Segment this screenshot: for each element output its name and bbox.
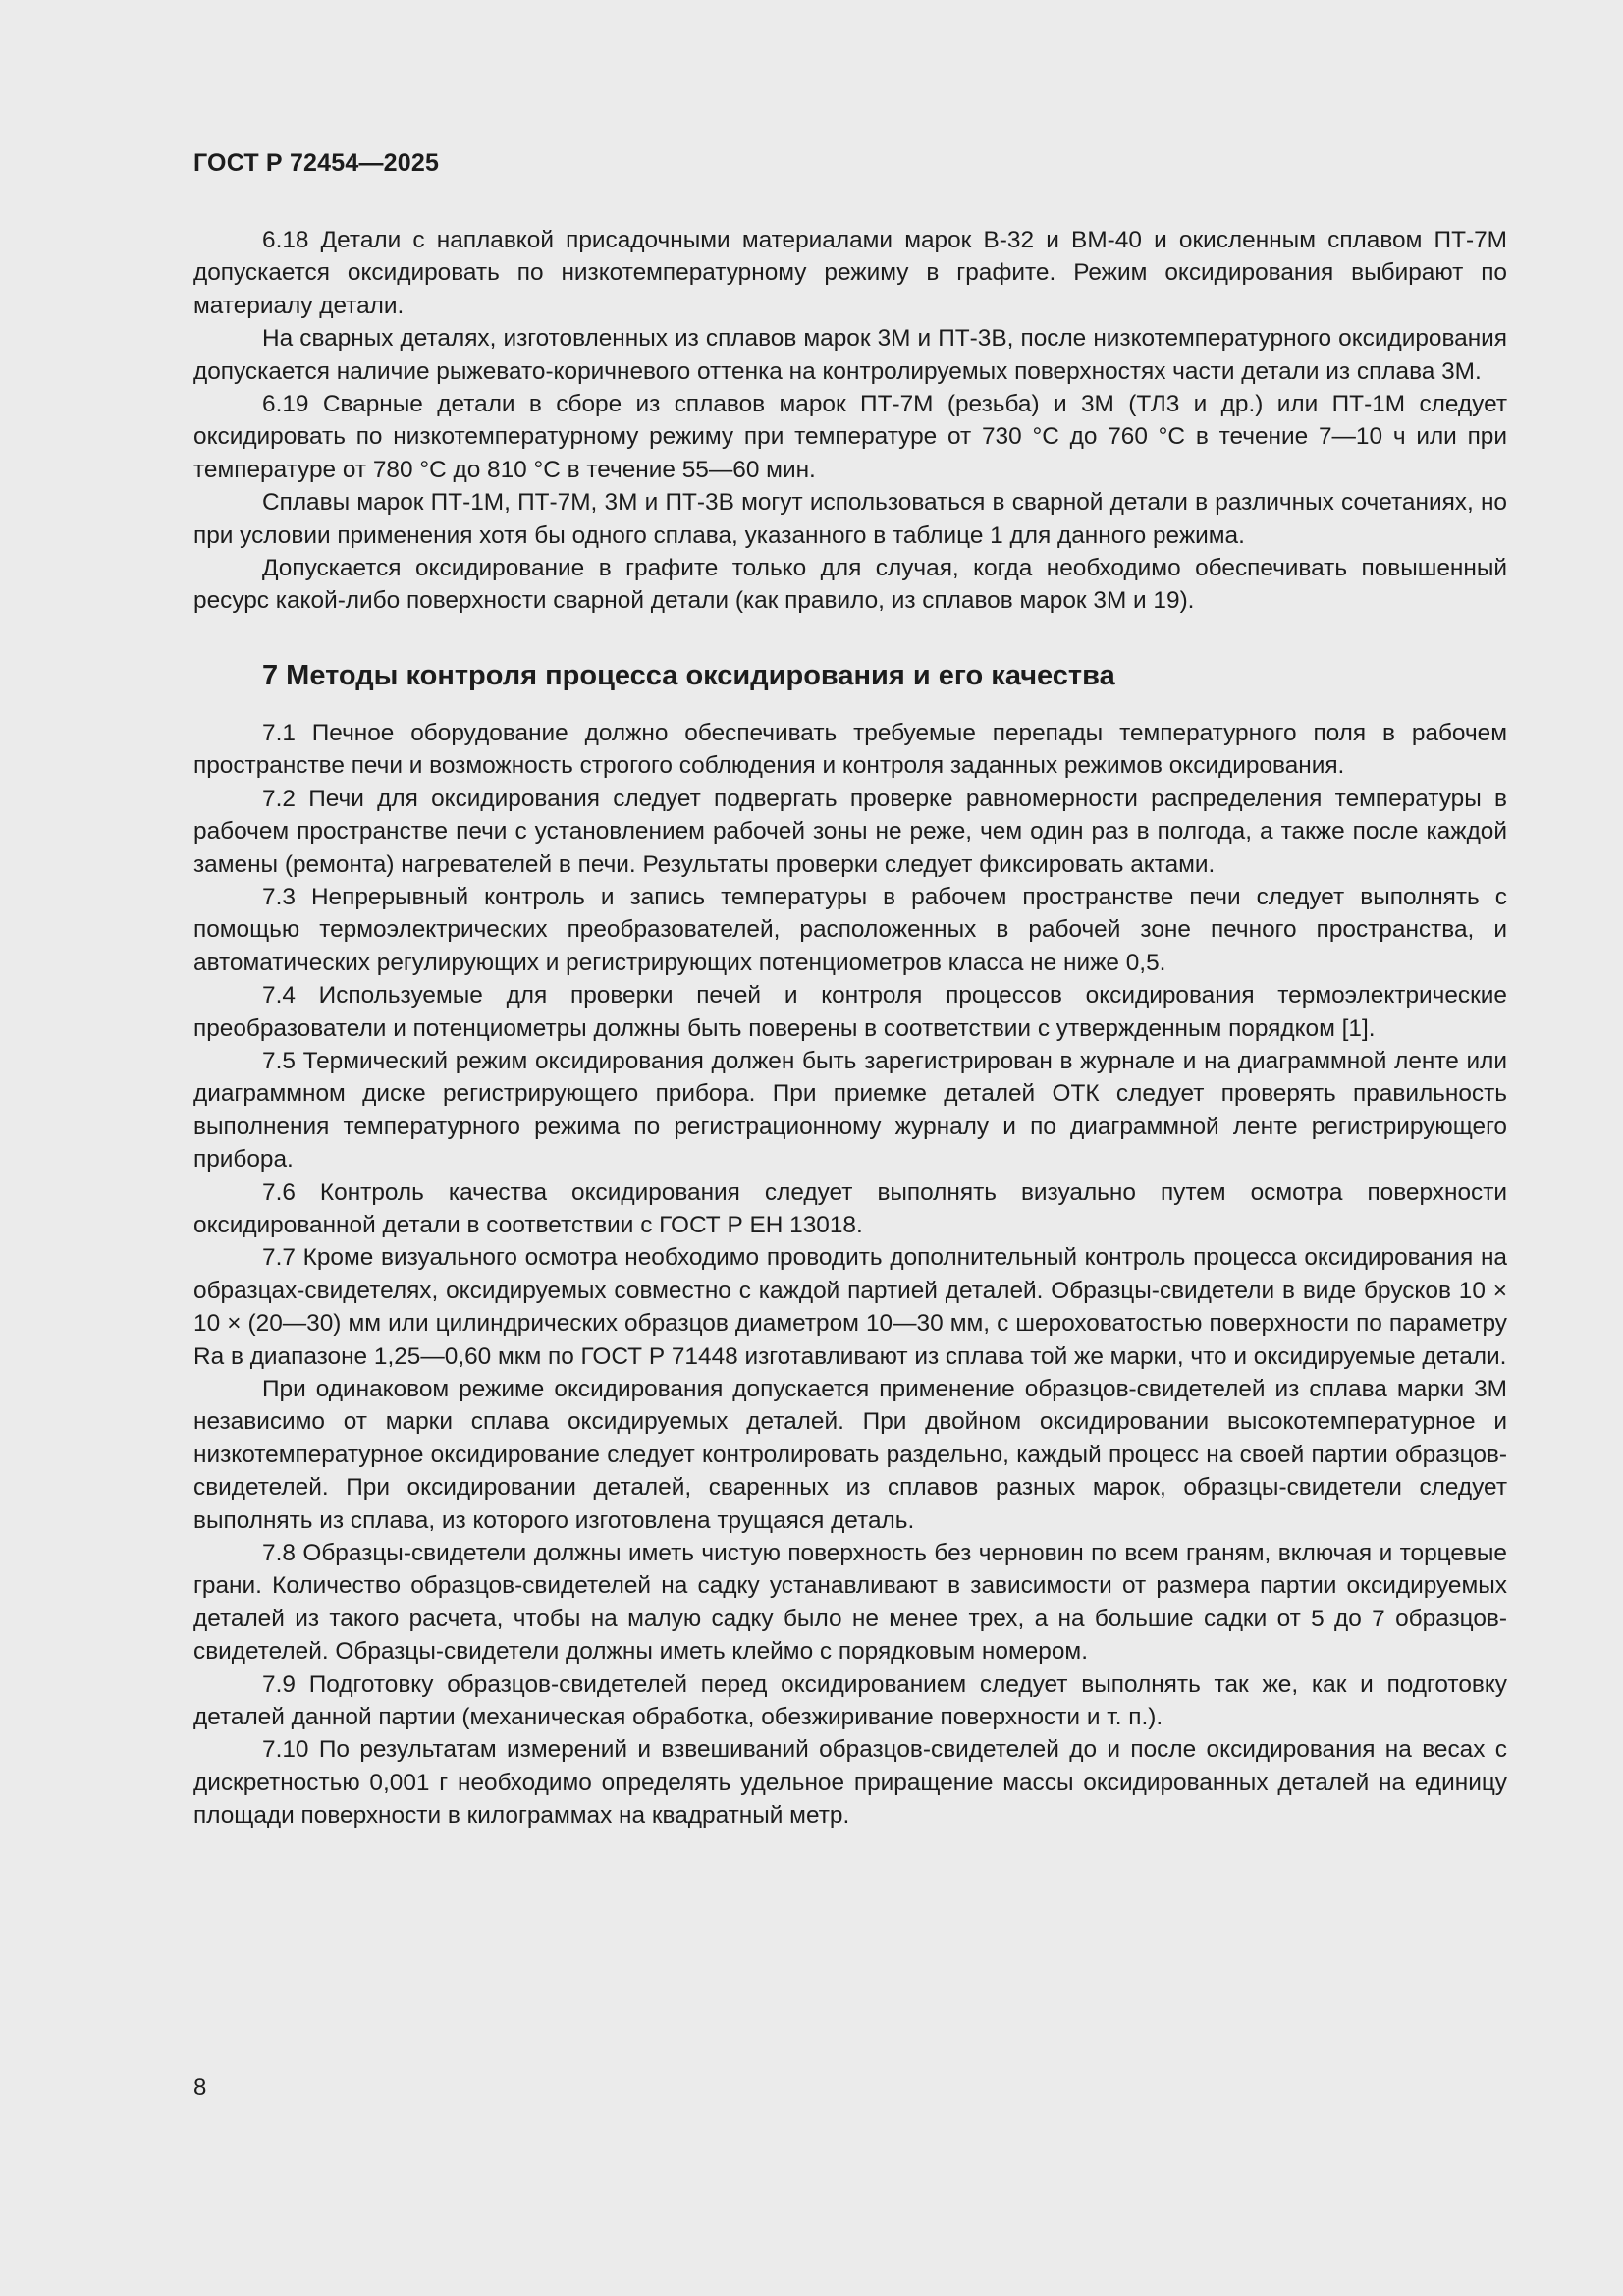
section-7-title: 7 Методы контроля процесса оксидирования и его качества — [262, 659, 1115, 691]
document-header: ГОСТ Р 72454—2025 — [193, 149, 440, 177]
paragraph-7-6: 7.6 Контроль качества оксидирования следует выполнять визуально путем осмотра поверхности оксидированной детали в соответствии с ГОСТ Р ЕН 13018. — [193, 1178, 1507, 1238]
paragraph-7-3: 7.3 Непрерывный контроль и запись температуры в рабочем пространстве печи следует выполнять с помощью термоэлектрических преобразователей, расположенных в рабочей зоне печного пространства, и автоматических регулирующих и регистрирующих потенциометров класса не ниже 0,5. — [193, 883, 1507, 976]
paragraph-7-1: 7.1 Печное оборудование должно обеспечивать требуемые перепады температурного поля в рабочем пространстве печи и возможность строгого соблюдения и контроля заданных режимов оксидирования. — [193, 719, 1507, 780]
paragraph-6-19: 6.19 Сварные детали в сборе из сплавов марок ПТ-7М (резьба) и 3М (ТЛ3 и др.) или ПТ-1М следует оксидировать по низкотемпературному режиму при температуре от 730 °С до 760 °С в течение 7—10 ч или при температуре от 780 °С до 810 °С в течение 55—60 мин. — [193, 391, 1507, 483]
page-number: 8 — [193, 2074, 207, 2101]
paragraph-7-4: 7.4 Используемые для проверки печей и контроля процессов оксидирования термоэлектрические преобразователи и потенциометры должны быть поверены в соответствии с утвержденным порядком [1]. — [193, 982, 1507, 1042]
paragraph-7-5: 7.5 Термический режим оксидирования должен быть зарегистрирован в журнале и на диаграммной ленте или диаграммном диске регистрирующего прибора. При приемке деталей ОТК следует проверять правильность выполнения температурного режима по регистрационному журналу и по диаграммной ленте регистрирующего прибора. — [193, 1047, 1507, 1174]
paragraph-7-10: 7.10 По результатам измерений и взвешиваний образцов-свидетелей до и после оксидирования на весах с дискретностью 0,001 г необходимо определять удельное приращение массы оксидированных деталей на единицу площади поверхности в килограммах на квадратный метр. — [193, 1736, 1507, 1830]
paragraph-6-19-alloys: Сплавы марок ПТ-1М, ПТ-7М, 3М и ПТ-3В могут использоваться в сварной детали в различных сочетаниях, но при условии применения хотя бы одного сплава, указанного в таблице 1 для данного режима. — [193, 489, 1507, 549]
paragraph-7-7-same-mode: При одинаковом режиме оксидирования допускается применение образцов-свидетелей из сплава марки 3М независимо от марки сплава оксидируемых деталей. При двойном оксидировании высокотемпературное и низкотемпературное оксидирование следует контролировать раздельно, каждый процесс на своей партии образцов-свидетелей. При оксидировании деталей, сваренных из сплавов разных марок, образцы-свидетели следует выполнять из сплава, из которого изготовлена трущаяся деталь. — [193, 1376, 1507, 1534]
paragraph-6-19-graphite: Допускается оксидирование в графите только для случая, когда необходимо обеспечивать повышенный ресурс какой-либо поверхности сварной детали (как правило, из сплавов марок 3М и 19). — [193, 555, 1507, 615]
paragraph-7-8: 7.8 Образцы-свидетели должны иметь чистую поверхность без черновин по всем граням, включая и торцевые грани. Количество образцов-свидетелей на садку устанавливают в зависимости от размера партии оксидируемых деталей из такого расчета, чтобы на малую садку было не менее трех, а на большие садки от 5 до 7 образцов-свидетелей. Образцы-свидетели должны иметь клеймо с порядковым номером. — [193, 1540, 1507, 1666]
paragraph-7-2: 7.2 Печи для оксидирования следует подвергать проверке равномерности распределения температуры в рабочем пространстве печи с установлением рабочей зоны не реже, чем один раз в полгода, а также после каждой замены (ремонта) нагревателей в печи. Результаты проверки следует фиксировать актами. — [193, 785, 1507, 878]
paragraph-6-18-welded: На сварных деталях, изготовленных из сплавов марок 3М и ПТ-3В, после низкотемпературного оксидирования допускается наличие рыжевато-коричневого оттенка на контролируемых поверхностях части детали из сплава 3М. — [193, 325, 1507, 385]
document-body — [193, 224, 1507, 1832]
paragraph-7-7: 7.7 Кроме визуального осмотра необходимо проводить дополнительный контроль процесса оксидирования на образцах-свидетелях, оксидируемых совместно с каждой партией деталей. Образцы-свидетели в виде брусков 10 × 10 × (20—30) мм или цилиндрических образцов диаметром 10—30 мм, с шероховатостью поверхности по параметру Ra в диапазоне 1,25—0,60 мкм по ГОСТ Р 71448 изготавливают из сплава той же марки, что и оксидируемые детали. — [193, 1244, 1507, 1370]
paragraph-6-18: 6.18 Детали с наплавкой присадочными материалами марок В-32 и ВМ-40 и окисленным сплавом ПТ-7М допускается оксидировать по низкотемпературному режиму в графите. Режим оксидирования выбирают по материалу детали. — [193, 227, 1507, 319]
paragraph-7-9: 7.9 Подготовку образцов-свидетелей перед оксидированием следует выполнять так же, как и подготовку деталей данной партии (механическая обработка, обезжиривание поверхности и т. п.). — [193, 1670, 1507, 1731]
